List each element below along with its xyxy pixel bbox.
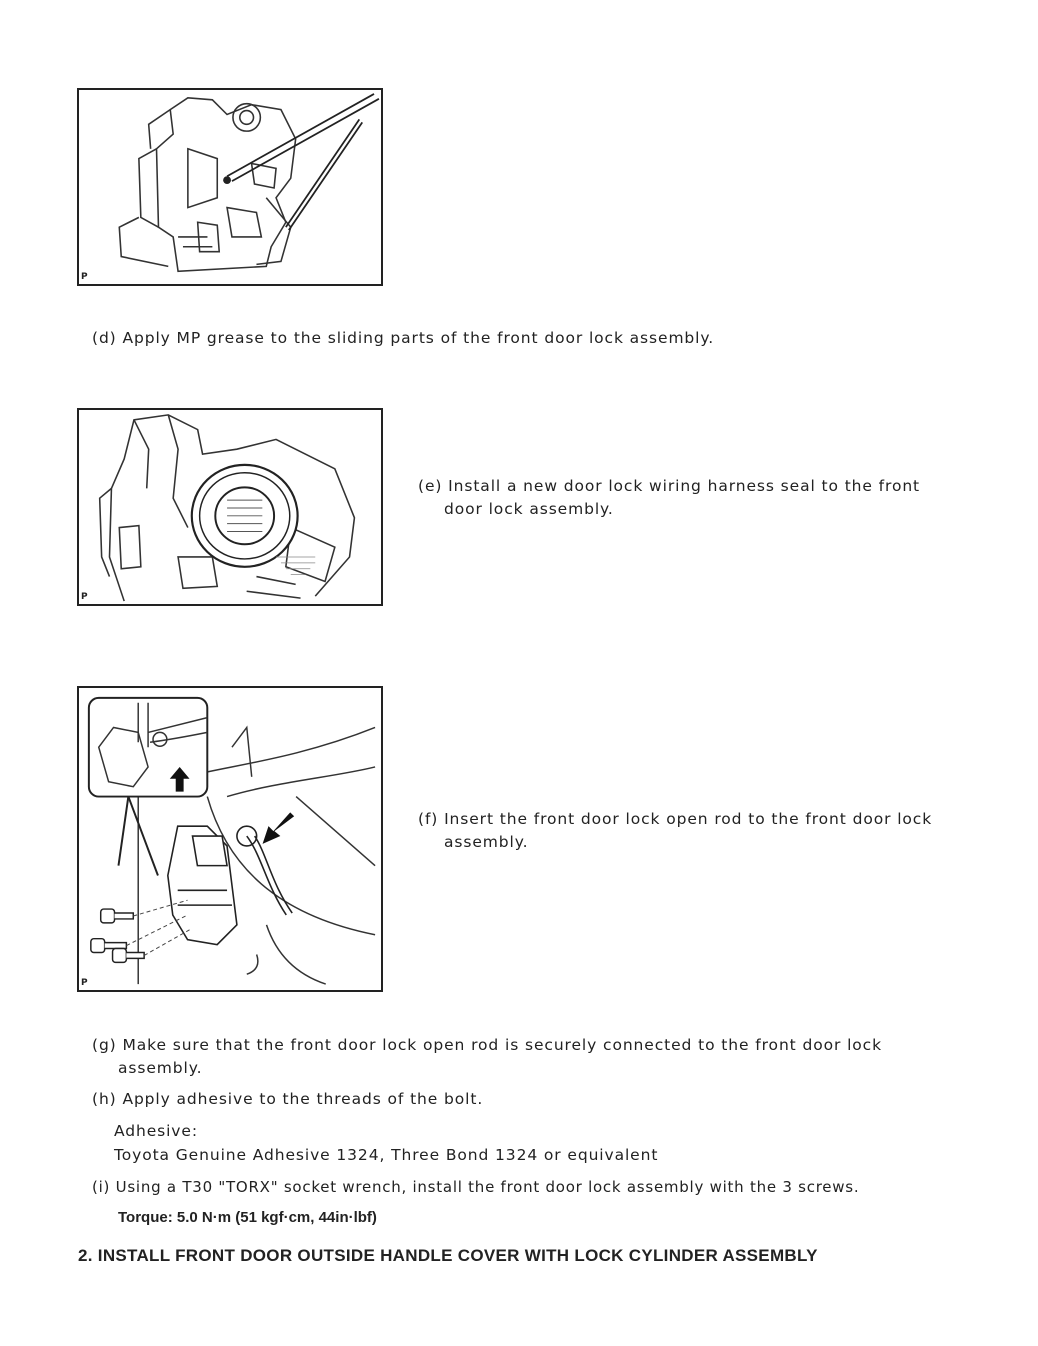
step-h: (h) Apply adhesive to the threads of the bolt. bbox=[92, 1090, 484, 1108]
figure-corner-label: P bbox=[81, 978, 88, 988]
figure-corner-label: P bbox=[81, 272, 88, 282]
adhesive-value: Toyota Genuine Adhesive 1324, Three Bond 1324 or equivalent bbox=[114, 1146, 659, 1164]
step-g-line2: assembly. bbox=[118, 1059, 203, 1077]
step-e-line1: (e) Install a new door lock wiring harness seal to the front bbox=[418, 477, 921, 495]
figure-harness-seal bbox=[77, 408, 383, 606]
step-f bbox=[418, 808, 1018, 854]
harness-seal-icon bbox=[79, 410, 381, 604]
step-e-line2: door lock assembly. bbox=[444, 500, 614, 518]
screw-icon bbox=[91, 909, 144, 962]
figure-lock-open-rod bbox=[77, 686, 383, 992]
torque-spec: Torque: 5.0 N·m (51 kgf·cm, 44in·lbf) bbox=[118, 1209, 377, 1226]
lock-open-rod-icon bbox=[79, 688, 381, 990]
door-lock-cable-icon bbox=[79, 90, 381, 284]
adhesive-label: Adhesive: bbox=[114, 1122, 198, 1140]
section-heading: 2. INSTALL FRONT DOOR OUTSIDE HANDLE COVER WITH LOCK CYLINDER ASSEMBLY bbox=[78, 1246, 818, 1265]
step-f-line2: assembly. bbox=[444, 833, 529, 851]
figure-corner-label: P bbox=[81, 592, 88, 602]
step-i: (i) Using a T30 "TORX" socket wrench, install the front door lock assembly with the 3 screws. bbox=[92, 1178, 860, 1196]
step-d: (d) Apply MP grease to the sliding parts of the front door lock assembly. bbox=[92, 329, 715, 347]
step-g-line1: (g) Make sure that the front door lock open rod is securely connected to the front door lock bbox=[92, 1036, 882, 1054]
figure-door-lock-cable bbox=[77, 88, 383, 286]
step-f-line1: (f) Insert the front door lock open rod to the front door lock bbox=[418, 810, 933, 828]
step-e bbox=[418, 475, 1018, 521]
step-g bbox=[92, 1034, 1012, 1080]
